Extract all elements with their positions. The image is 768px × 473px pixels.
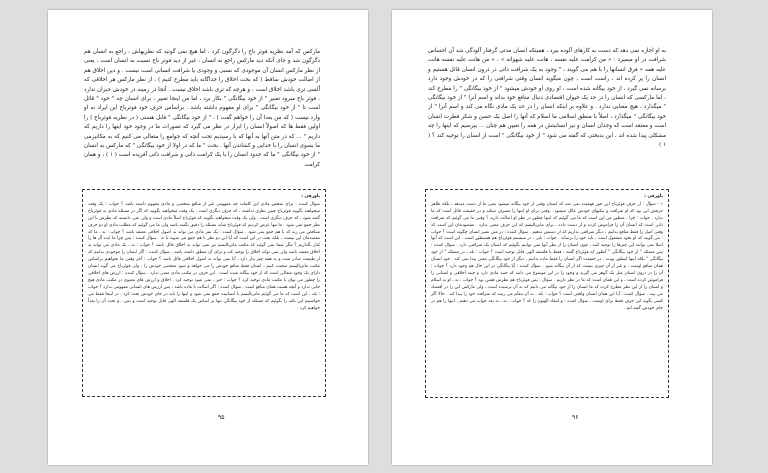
page-number: ۹۶ [572, 414, 579, 421]
footnote-box [425, 189, 669, 398]
book-page-right [392, 10, 712, 465]
book-page-left [48, 10, 368, 465]
footnote-title: پاورقی : [301, 194, 320, 199]
body-paragraph: به او اجازه نمی دهد که دست به کارهای آلوده ببرد ، همینکه انسان مدتی گرفتار آلودگی شد آن احساس شرافت در او میمیرد : « من کرامت علیه نفسه ، هانت علیه شهواته » ، « من هانت علیه نفسه هانت علیه همه » فرق انسانها را با هم می گویند ، " وجود به یک شرافت ذاتی در درون انسان قائل هستیم و انسان را پر کرده اند ، راست است ، چون میگوید انسان وقتی شرافتی را که در خودش وجود دارد برسانه نمی گیرد ، از خود بیگانه شده است ، او روی او خودش میشود " از خود بیگانگی " را مطرح کند ، اما مارکسی که انسان را در حد یک حیوان اقتصادی دنبال منافع خود بداند و اسم آنرا " از خود بیگانگی " میگذارد ، هیچ معنایی ندارد . و علاوه بر اینکه انسان را در حد یک مادی نگاه می کند و اسم آنرا " از خود بیگانگی " میگذارد ، اصلاً با منطق اسلامی ما اسلام که آنها را اصل یک حسن و شکر فطرت انسان است و معتقد است که وجدان انسان و نیز انسانیتش در همه را تعیین هم چنان ... بپرسیم که اینها را چه مشکلی پیدا شده اند ، این بدبختی که گفته می شود " از خود بیگانگی " است از انسان را توجیه کند ؟ ( ۱ ) [428, 48, 666, 149]
footnote-title: پاورقی : [644, 194, 663, 199]
footnote-box [82, 189, 326, 397]
footnote-text: سؤال کننده : برای شخص مادی این کلمات چه مفهومی غیر از منافع شخصی و مادی مفهوم داشته باشد ؟ جواب : یک وقت میخواهید بگویید فوئرباخ چنین نظری نداشته ، که حرف دیگری است . یک وقت میخواهید بگویید که اگر در مسئله مادی به فوئرباخ گفته شود ، که حرف دیگری است . ولی یک وقت میخواهید بگویید که فوئرباخ اصلاً مادی است و ولی نمی دانسته که نظرش با این نظر جمع نمی شود . ما تنها عرض کردیم که فوئرباخ شاید مسئله را دقیق نگفته باشد ولی ما می گوئیم که مطلب مادی او دو حرف متناقض می زند که با هم جمع نمی شود . سؤال کننده : یک نفر مادی می تواند به اصول اخلاقی معتقد باشد ؟ جواب : نه ، ما که مقصدمان این نیست ، بلکه بحث در این است که آیا این دو نظر با هم جمع می شوند یا نه . سؤال کننده : پس چرا ما ایده آل ها را کنار بگذاریم ؟ مگر شما نمی گوئید که مکتب ماتریالیسم نیز نمی تواند به اخلاق قائل باشد ؟ جواب : نه ، یک مادی می تواند به اخلاق معتقد باشد ولی نمی تواند اخلاق را توجیه کند و برای آن منطق داشته باشد . سؤال کننده : اگر انسان را موجودی بدانیم که از طبیعت صادر شده و به همه چیز نیاز دارد ، آیا نمی تواند به اصول اخلاقی قائل باشد ؟ جواب : آخر وقتی ما بخواهیم براساس مکتب ماتریالیسم صحبت کنیم ، انسان فقط منافع خودش را می خواهد و سود شخصی خودش را ، ولی فوئرباخ می گوید انسان دارای یک وجود متعالی است که از خود بیگانه شده است . این حرف در مکتب مادی معنی ندارد . سؤال کننده : ارزش های اخلاقی را چطور می توان با مکتب مادی توجیه کرد ؟ جواب : خیر ، نمی شود توجیه کرد . اخلاق و ارزش های معنوی در مکتب مادی هیچ جایی ندارد و آنچه هست همان منافع است . سؤال کننده : اگر اصالت با ماده باشد ، پس ارزش های انسانی مفهومی ندارد ؟ جواب : بله ، این است که ما می گوئیم ماتریالیسم با انسانیت جمع نمی شود و اینها را باید در جای خودش بحث کرد . در اینجا فقط می خواستیم این نکته را بگوئیم که مسئله از خود بیگانگی تنها بر اساس یک فلسفه الهی قابل توجیه است و بس ، و بحث آن را بعداً خواهیم کرد . [88, 201, 320, 311]
footnote-text: ۱ - سؤال : از حرف فوئرباخ این جور فهمیده نمی شد که انسان وقتی از خود بیگانه میشود یعنی ما از دست میدهد ، بلکه ظاهر حرفش این بود که او شرافت و نیکیهای خودش عائل میشود . وقتی برای او اینها را مصرف میکند و در حقیقت قائل است که ما ندارد . جواب : چرا ، منظور من این است که ما می گوئیم که اینها چطور در نظر او اصالت دارند ؟ وقتی ما می گوئیم که شرافت ذاتی است که انسان آن را فراموش کرده و از دست داده ، برای ماتریالیسم که این حرف معنی ندارد . مقصودمان این است که وقتی اصل را فقط منافع بدانیم ، دیگر شرافتی نداریم که از دستش بدهیم . سؤال کننده : در متن تعبیر انسان چگونه است ؟ جواب : می گویند که او بخود مشغول است ، باید خود را برساند . جواب : بلی ، در سیستم فوئرباخ هم همینطور است . این است که آنها اصلا نمی توانند این چیزها را توجیه کنند ، چون انسان را از نظر آنها نمی توانیم بگوئیم که انسان یک شرافتی دارد . سؤال کننده : پس مسئله " از خود بیگانگی " آنطور که فوئرباخ گفته ، فقط با فلسفه الهی قابل توجیه است ؟ جواب : بله ، در مسئله " از خود بیگانگی " بلکه اینها اینطور بودند . در حقیقت اگر انسان را فقط ماده بدانیم ، دیگر از خود بیگانگی معنی پیدا نمی کند . خود انسان همان منافع اوست ، و غیر از آن چیزی نیست که از آن بیگانه شود . سؤال کننده : آیا بیگانگی در این حال هم وجود دارد ؟ جواب : آن را در درون انسان مثل یک گوهر می گیرند و وجود را در این موضوع می دانند که جنبه مادی دارد و جنبه اخلاقی و انسانی را فراموش کرده است ، و این همان است که ما در نظر داریم . سؤال : پس فوئرباخ هم نظرش همین بود ؟ جواب : نه ، او به اسلام و انسان را از این نظر مطرح کرده که ما انسان را از خود بیگانه می دانیم که به آن نرسیده است ، ولی مارکس این را در اقتصاد می بیند . سؤال کننده : آیا این همان انسان واقعی است ؟ جواب : بله ، به آن مقام می رسد که شرافت خود را پیدا کند . حالا اگر کسی بگوید این حرف فقط برای اوست ، سؤال کننده : و انتقاد الهیون را که ؟ جواب : نه ، به بعد جواب می دهیم ، اینها را هم در جای خودش گفته ایم . [431, 201, 663, 311]
page-number: ۹۵ [218, 414, 225, 421]
body-paragraph: مارکس که آمد نظریه فوئر باخ را دگرگون کرد ، اما هیچ نمی گوئید که نظریهاش ، راجع به انسان هم دگرگون شد و جای آنکه دید مارکس راجع به انسان ، غیر از دید فوئر باخ نسبت به انسان است ، یعنی از نظر مارکس انسان آن موجودی که نسبی و وجودی یا شرافت انسانی است نیست . و دین اخلاق هم از اصالت خودش ساقط ( که بحث اخلاق را جداگانه باید مطرح کنیم ) ، از نظر مارکس هر اخلاقی که اُلسی تری باشد اخلاق است ، و هرچه که تری باشد اخلاق نیست . آنجا در زمینه در خودش جبران ندارد . فوئر باخ مبرود تعبیر " از خود بیگانگی " بکار برد ، اما من اینجا تعبیر ، برای انسان چه " خود " قائل است تا " از خود بیگانگی " برای او مفهوم داشته باشد . براساس حرف خود فوئرباخ این ایراد نه او وارد نیست ( که من بعدا آن را خواهم گفت ) . " از خود بیگانگی " قابل هستی ( در نظریه فوئرباخ ) را اولین فقط ها که اصولاً انسان را ابزار در نظر می گیرد که تصورات ما در وجود خود اینها را داریم که داریم " ... که در متن آنها به آنها که با رسیدیم تحت آنچه که جوامع را متعالی می کنیم که به مکانیزمی ما بسوی انسان را با خدایی و کشاندن آنها . بحث " ما که در اولا از خود بیگانگی " که مارکس به انسان " از خود بیگانگی " ما که حدود انسان را با یک کرامت ذاتی و شرافت ذاتی آفریده است ( ۱ ) ، و همان کرامت [84, 49, 320, 168]
